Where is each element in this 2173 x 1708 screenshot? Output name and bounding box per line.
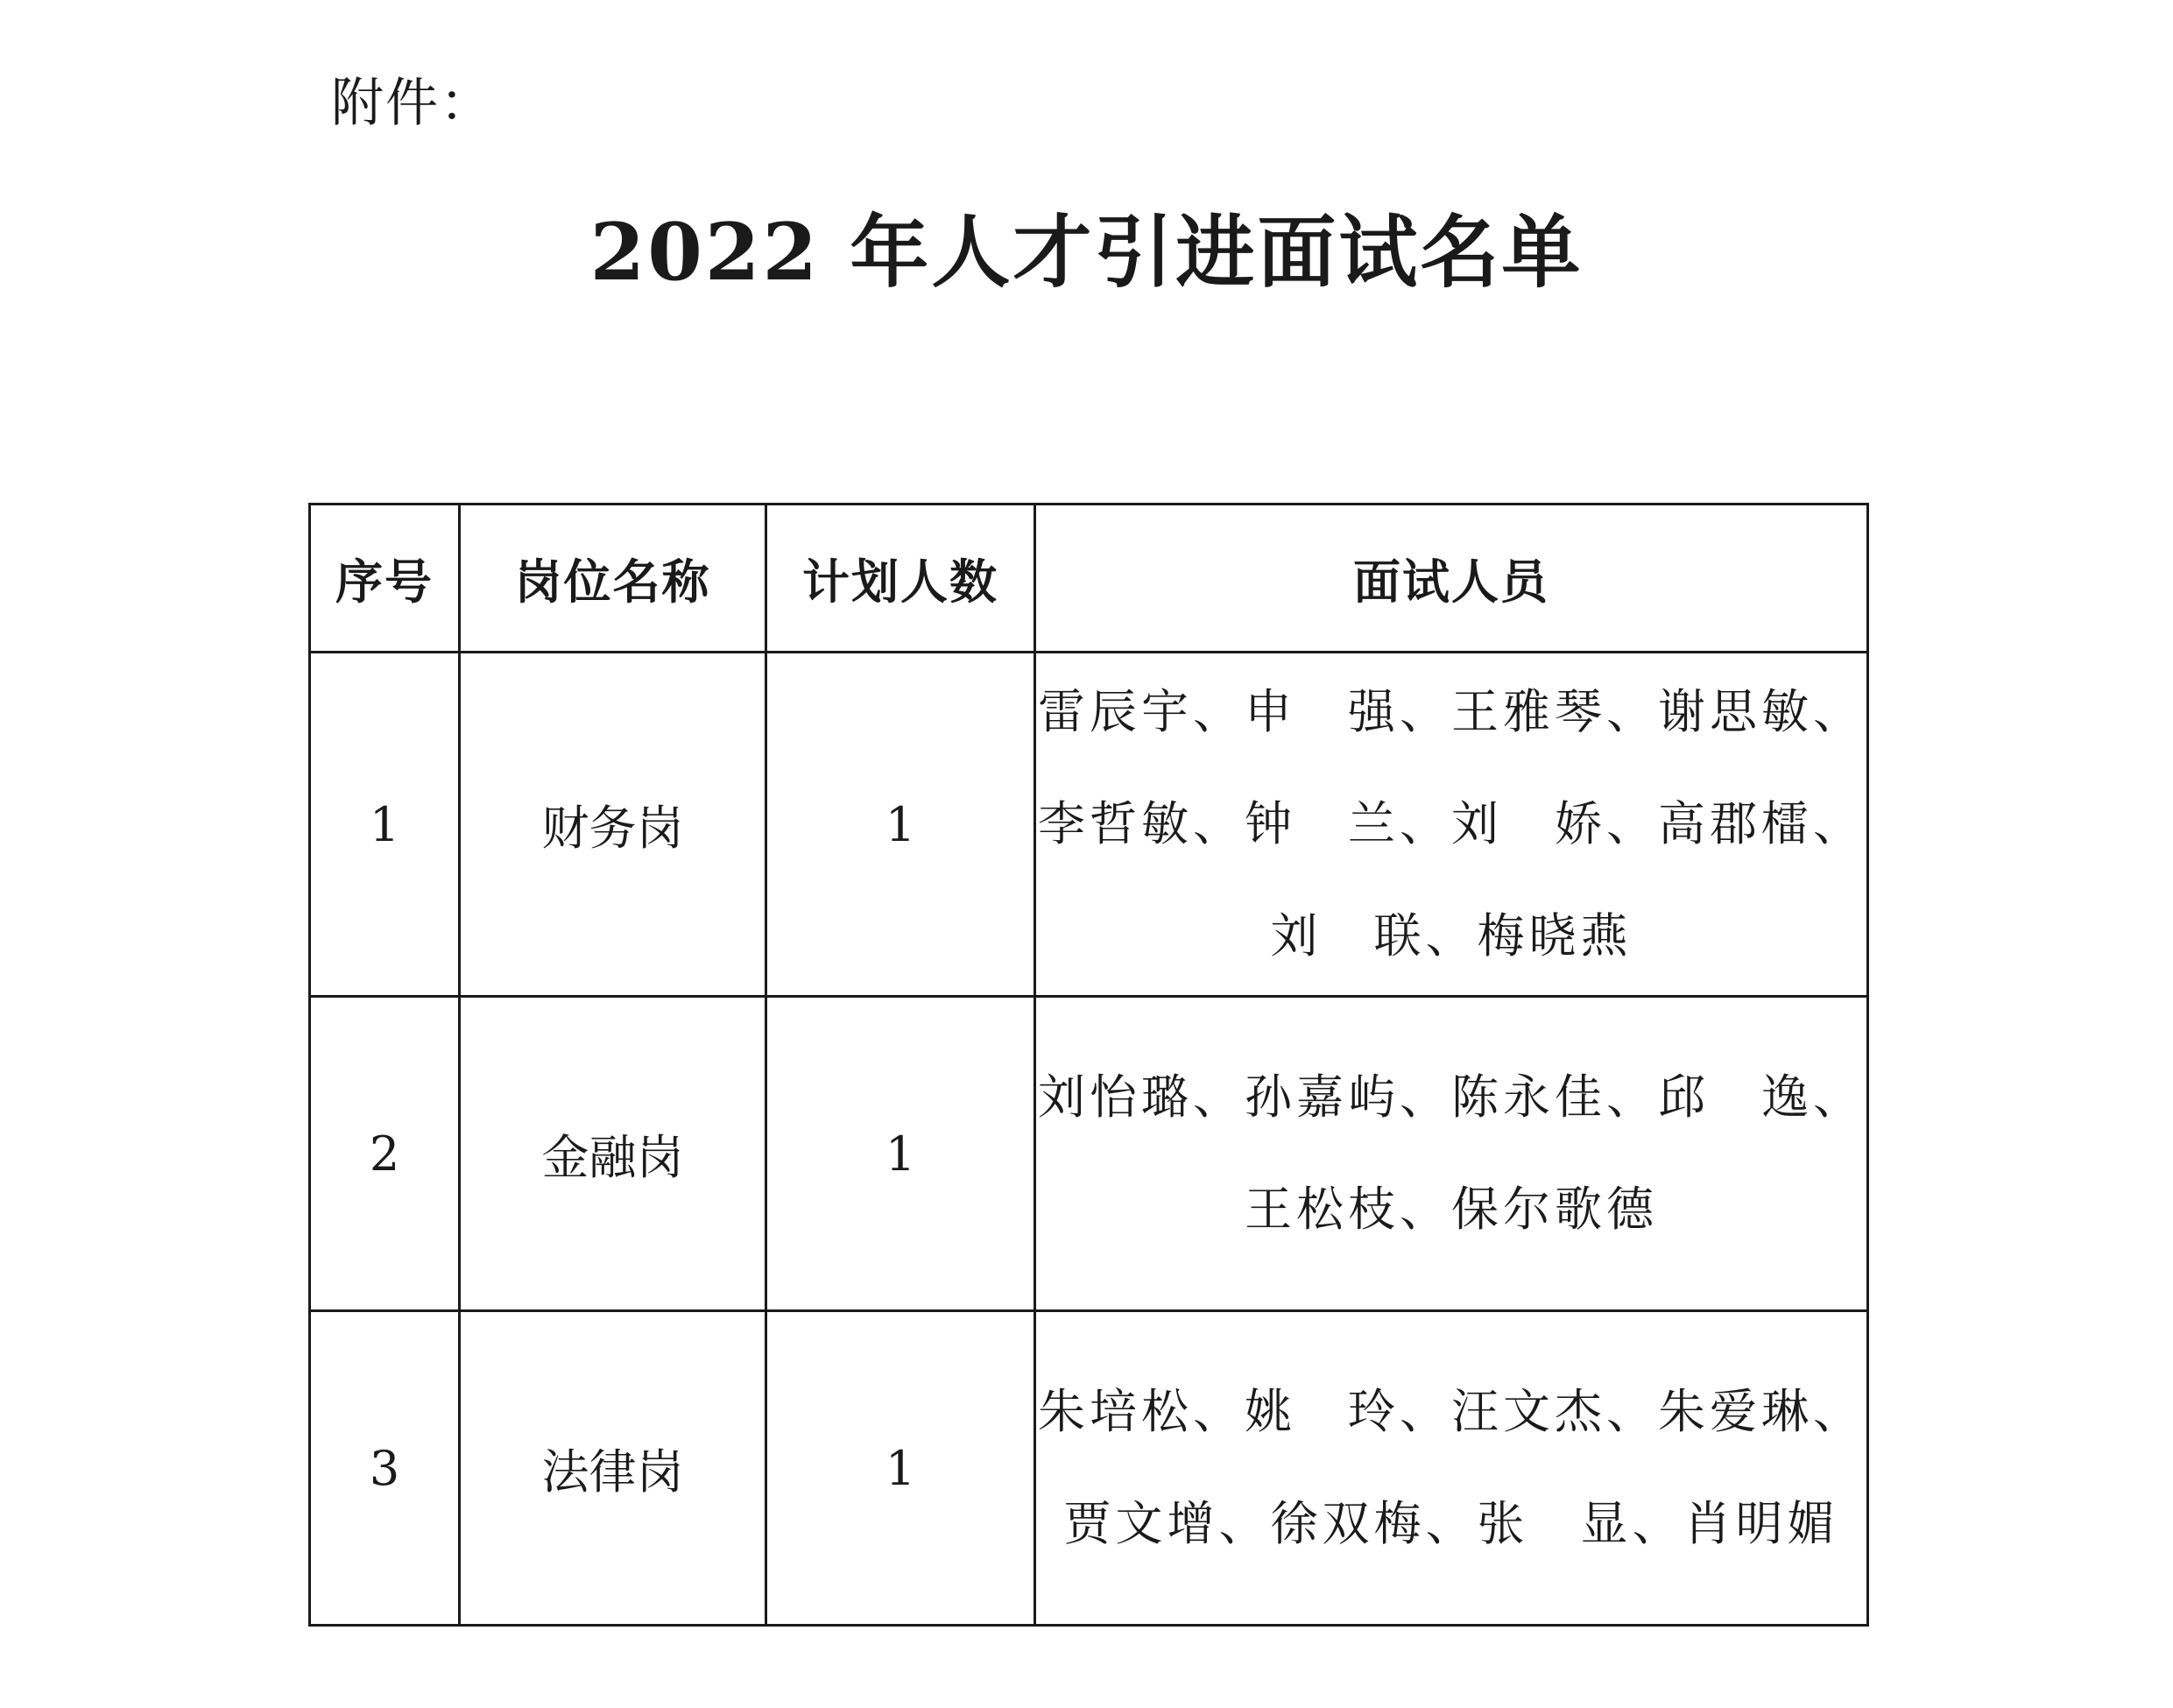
header-names: 面试人员	[1035, 505, 1868, 653]
document-title: 2022 年人才引进面试名单	[589, 206, 1584, 299]
cell-names	[1035, 1311, 1868, 1626]
cell-plan: 1	[766, 653, 1035, 997]
cell-position: 金融岗	[460, 997, 766, 1311]
names-line: 李哲敏、钟 兰、刘 娇、高郡檑、	[1038, 796, 1865, 851]
names-line: 朱培松、姚 玲、汪文杰、朱爱琳、	[1038, 1384, 1865, 1439]
names-line: 雷辰宇、申 强、王雅琴、谢思敏、	[1038, 684, 1865, 739]
names-line: 刘怡璐、孙嘉屿、陈永佳、邱 逸、	[1038, 1069, 1865, 1125]
cell-index: 3	[310, 1311, 460, 1626]
cell-position: 法律岗	[460, 1311, 766, 1626]
cell-index: 2	[310, 997, 460, 1311]
names-line: 王松枝、保尔歌德	[1245, 1182, 1658, 1237]
table-header-row	[310, 505, 1868, 653]
cell-position: 财务岗	[460, 653, 766, 997]
cell-names	[1035, 653, 1868, 997]
interview-list-table	[308, 503, 1869, 1627]
table-row	[310, 1311, 1868, 1626]
table-row	[310, 997, 1868, 1311]
names-line: 刘 联、梅晓燕	[1270, 908, 1633, 963]
attachment-label: 附件：	[331, 73, 494, 134]
cell-index: 1	[310, 653, 460, 997]
header-position: 岗位名称	[460, 505, 766, 653]
cell-plan: 1	[766, 1311, 1035, 1626]
header-index: 序号	[310, 505, 460, 653]
cell-names	[1035, 997, 1868, 1311]
header-plan: 计划人数	[766, 505, 1035, 653]
cell-plan: 1	[766, 997, 1035, 1311]
names-line: 贾文增、徐双梅、张 显、肖明媚	[1063, 1496, 1839, 1551]
table-row	[310, 653, 1868, 997]
